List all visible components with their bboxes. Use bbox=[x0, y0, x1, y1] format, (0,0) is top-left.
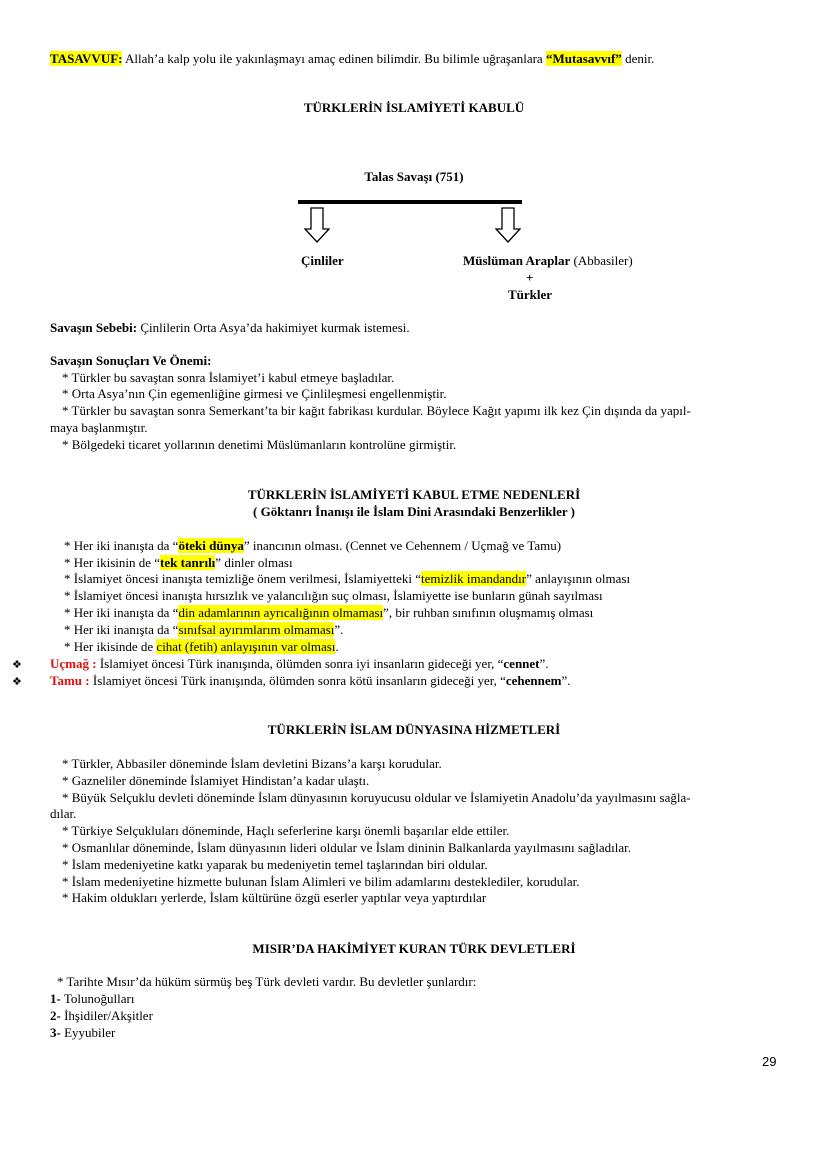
section-title-services: TÜRKLERİN İSLAM DÜNYASINA HİZMETLERİ bbox=[267, 722, 561, 737]
state-item bbox=[50, 991, 134, 1007]
reason-item bbox=[64, 538, 561, 554]
mutasavvif-highlight: “Mutasavvıf” bbox=[545, 51, 622, 66]
service-item: * Türkiye Selçukluları döneminde, Haçlı seferlerine karşı önemli başarılar elde ettiler. bbox=[62, 823, 510, 838]
down-arrow-icon-right bbox=[495, 207, 521, 243]
reason-highlight: sınıfsal ayırımlarım olmaması bbox=[178, 622, 335, 637]
tasavvuf-definition bbox=[50, 51, 654, 67]
ucmag-term: Uçmağ : bbox=[50, 656, 97, 671]
definition-tamu bbox=[12, 673, 570, 690]
service-item: * İslam medeniyetine hizmette bulunan İslam Alimleri ve bilim adamlarını desteklediler, korudular. bbox=[62, 874, 580, 889]
tamu-term: Tamu : bbox=[50, 673, 90, 688]
tasavvuf-term: TASAVVUF: bbox=[50, 51, 123, 66]
service-item: * Büyük Selçuklu devleti döneminde İslam dünyasının koruyucusu oldular ve İslamiyetin Anadolu’da yayılmasını sağla- bbox=[62, 790, 691, 805]
tasavvuf-text: Allah’a kalp yolu ile yakınlaşmayı amaç edinen bilimdir. Bu bilimle uğraşanlara bbox=[122, 51, 546, 66]
definition-bold: cehennem bbox=[505, 673, 562, 688]
battle-cause-text: Çinlilerin Orta Asya’da hakimiyet kurmak istemesi. bbox=[137, 320, 410, 335]
down-arrow-icon-left bbox=[304, 207, 330, 243]
battle-result-item: * Orta Asya’nın Çin egemenliğine girmesi ve Çinlileşmesi engellenmiştir. bbox=[62, 386, 447, 401]
reason-text: * Her ikisinde de bbox=[64, 639, 157, 654]
section-title-reasons: TÜRKLERİN İSLAMİYETİ KABUL ETME NEDENLERİ bbox=[247, 487, 581, 502]
reason-text: * Her iki inanışta da “ bbox=[64, 622, 179, 637]
reason-text: ” anlayışının olması bbox=[526, 571, 631, 586]
reason-highlight: din adamlarının ayrıcalığının olmaması bbox=[178, 605, 384, 620]
diamond-bullet-icon: ❖ bbox=[12, 658, 22, 671]
tasavvuf-end: denir. bbox=[621, 51, 655, 66]
state-item bbox=[50, 1008, 153, 1024]
turks-label: Türkler bbox=[508, 287, 553, 302]
state-item bbox=[50, 1025, 115, 1041]
side-chinese: Çinliler bbox=[301, 253, 344, 268]
battle-results-title: Savaşın Sonuçları Ve Önemi: bbox=[50, 353, 212, 368]
battle-result-item: * Bölgedeki ticaret yollarının denetimi Müslümanların kontrolüne girmiştir. bbox=[62, 437, 457, 452]
abbasids-label: (Abbasiler) bbox=[570, 253, 633, 268]
muslim-arabs-label: Müslüman Araplar bbox=[463, 253, 571, 268]
page-number: 29 bbox=[762, 1054, 777, 1069]
section-subtitle-similarities: ( Göktanrı İnanışı ile İslam Dini Arasındaki Benzerlikler ) bbox=[253, 504, 575, 519]
reason-highlight: tek tanrılı bbox=[160, 555, 216, 570]
reason-text: * İslamiyet öncesi inanışta temizliğe önem verilmesi, İslamiyetteki “ bbox=[64, 571, 422, 586]
diamond-bullet-icon: ❖ bbox=[12, 675, 22, 688]
service-item-continued: dılar. bbox=[50, 806, 77, 821]
side-muslim-arabs bbox=[463, 253, 633, 269]
talas-battle-label: Talas Savaşı (751) bbox=[364, 169, 464, 184]
state-number: 2- bbox=[50, 1008, 61, 1023]
reason-text: ” inancının olması. (Cennet ve Cehennem / Uçmağ ve Tamu) bbox=[243, 538, 562, 553]
definition-text: İslamiyet öncesi Türk inanışında, ölümden sonra kötü insanların gideceği yer, “ bbox=[89, 673, 506, 688]
state-name: Tolunoğulları bbox=[60, 991, 135, 1006]
state-name: İhşidiler/Akşitler bbox=[60, 1008, 153, 1023]
reason-text: . bbox=[335, 639, 339, 654]
reason-text: ” dinler olması bbox=[215, 555, 293, 570]
egypt-intro: * Tarihte Mısır’da hüküm sürmüş beş Türk devleti vardır. Bu devletler şunlardır: bbox=[57, 974, 477, 989]
battle-result-item: * Türkler bu savaştan sonra İslamiyet’i kabul etmeye başladılar. bbox=[62, 370, 395, 385]
section-title-egypt-states: MISIR’DA HAKİMİYET KURAN TÜRK DEVLETLERİ bbox=[252, 941, 576, 956]
battle-cause bbox=[50, 320, 410, 336]
reason-item bbox=[64, 571, 630, 587]
plus-sign: + bbox=[526, 270, 534, 285]
service-item: * Türkler, Abbasiler döneminde İslam devletini Bizans’a karşı korudular. bbox=[62, 756, 442, 771]
reason-text: ”, bir ruhban sınıfının oluşmamış olması bbox=[383, 605, 594, 620]
service-item: * Hakim oldukları yerlerde, İslam kültürüne özgü eserler yaptılar veya yaptırdılar bbox=[62, 890, 487, 905]
reason-item bbox=[64, 622, 343, 638]
reason-text: ”. bbox=[334, 622, 344, 637]
state-number: 3- bbox=[50, 1025, 61, 1040]
reason-text: * Her iki inanışta da “ bbox=[64, 538, 179, 553]
battle-result-item-continued: maya başlanmıştır. bbox=[50, 420, 148, 435]
reason-item bbox=[64, 555, 293, 571]
service-item: * Osmanlılar döneminde, İslam dünyasının lideri oldular ve İslam dininin Balkanlarda yayılmasını sağladılar. bbox=[62, 840, 631, 855]
diagram-bar bbox=[298, 200, 522, 204]
reason-text: * Her ikisinin de “ bbox=[64, 555, 161, 570]
reason-highlight: temizlik imandandır bbox=[421, 571, 527, 586]
reason-item bbox=[64, 639, 339, 655]
reason-highlight: cihat (fetih) anlayışının var olması bbox=[156, 639, 336, 654]
definition-ucmag bbox=[12, 656, 549, 673]
state-number: 1- bbox=[50, 991, 61, 1006]
battle-result-item: * Türkler bu savaştan sonra Semerkant’ta bir kağıt fabrikası kurdular. Böylece Kağıt yapımı ilk kez Çin dışında da yapıl- bbox=[62, 403, 691, 418]
section-title-islam-acceptance: TÜRKLERİN İSLAMİYETİ KABULÜ bbox=[303, 100, 525, 115]
definition-end: ”. bbox=[539, 656, 549, 671]
reason-item: * İslamiyet öncesi inanışta hırsızlık ve yalancılığın suç olması, İslamiyette ise bunların günah sayılması bbox=[64, 588, 603, 603]
definition-end: ”. bbox=[561, 673, 571, 688]
battle-cause-label: Savaşın Sebebi: bbox=[50, 320, 138, 335]
service-item: * Gazneliler döneminde İslamiyet Hindistan’a kadar ulaştı. bbox=[62, 773, 370, 788]
definition-bold: cennet bbox=[503, 656, 540, 671]
reason-highlight: öteki dünya bbox=[178, 538, 244, 553]
state-name: Eyyubiler bbox=[60, 1025, 116, 1040]
reason-text: * Her iki inanışta da “ bbox=[64, 605, 179, 620]
service-item: * İslam medeniyetine katkı yaparak bu medeniyetin temel taşlarından biri oldular. bbox=[62, 857, 488, 872]
reason-item bbox=[64, 605, 593, 621]
definition-text: İslamiyet öncesi Türk inanışında, ölümden sonra iyi insanların gideceği yer, “ bbox=[96, 656, 504, 671]
